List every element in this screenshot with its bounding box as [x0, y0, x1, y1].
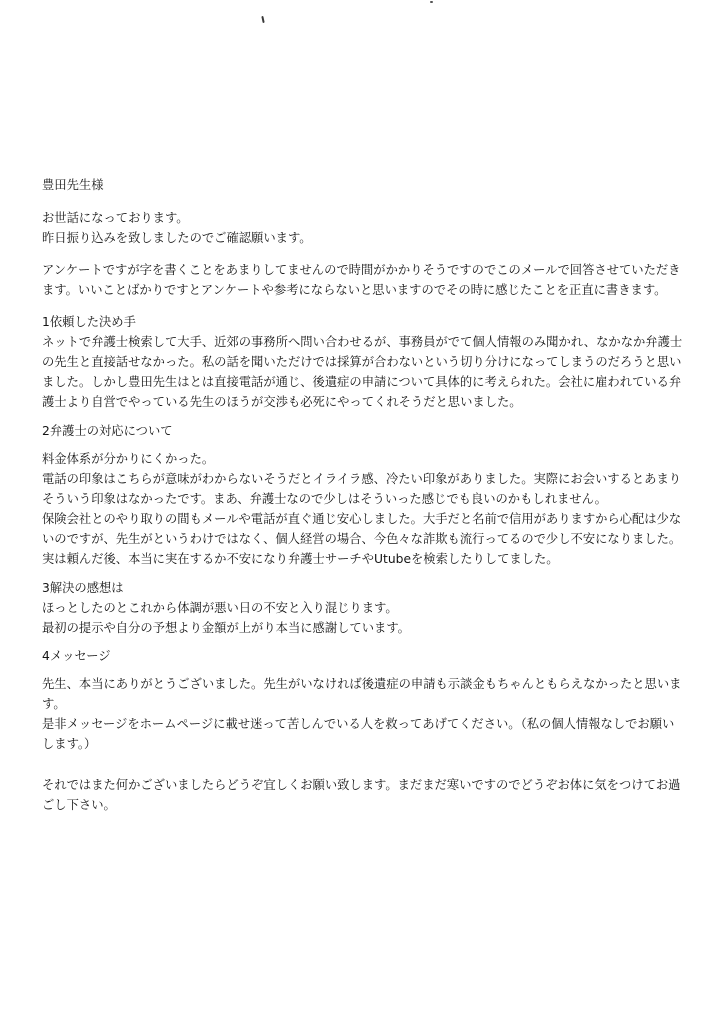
section-heading: 1依頼した決め手 [42, 315, 136, 329]
greeting-paragraph [42, 208, 702, 248]
letter-line: お世話になっております。 [42, 211, 189, 225]
letter-line: します。） [42, 737, 97, 751]
section-2 [42, 421, 702, 569]
letter-line: それではまた何かございましたらどうぞ宜しくお願い致します。まだまだ寒いですのでどうぞお体に気をつけてお過 [42, 778, 681, 792]
letter-line: 護士より自営でやっている先生のほうが交渉も必死にやってくれそうだと思いました。 [42, 395, 522, 409]
section-4-body [42, 674, 702, 754]
letter-line: ネットで弁護士検索して大手、近郊の事務所へ問い合わせるが、事務員がでて個人情報のみ聞かれ、なかなか弁護士 [42, 335, 683, 349]
letter-line: アンケートですが字を書くことをあまりしてませんので時間がかかりそうですのでこのメールで回答させていただき [42, 263, 681, 277]
letter-line: そういう印象はなかったです。まあ、弁護士なので少しはそういった感じでも良いのかもしれません。 [42, 492, 607, 506]
letter-line: ほっとしたのとこれから体調が悪い日の不安と入り混じります。 [42, 601, 398, 615]
letter-line: す。 [42, 697, 66, 711]
scan-mark [261, 16, 264, 23]
closing-paragraph [42, 775, 702, 815]
section-heading: 3解決の感想は [42, 581, 124, 595]
letter-line: 最初の提示や自分の予想より金額が上がり本当に感謝しています。 [42, 621, 410, 635]
section-3 [42, 578, 702, 638]
section-heading: 2弁護士の対応について [42, 424, 173, 438]
letter-line: 料金体系が分かりにくかった。 [42, 452, 215, 466]
section-4 [42, 646, 702, 754]
letter-line: 実は頼んだ後、本当に実在するか不安になり弁護士サーチやUtubeを検索したりしてました。 [42, 552, 559, 566]
letter-line: ごし下さい。 [42, 798, 116, 812]
letter-line: 是非メッセージをホームページに載せ迷って苦しんでいる人を救ってあげてください。（私の個人情報なしでお願い [42, 717, 675, 731]
letter-line: ます。いいことばかりですとアンケートや参考にならないと思いますのでその時に感じたことを正直に書きます。 [42, 283, 667, 297]
letter-body [42, 175, 702, 815]
letter-line: 先生、本当にありがとうございました。先生がいなければ後遺症の申請も示談金もちゃんともらえなかったと思いま [42, 677, 682, 691]
salutation: 豊田先生様 [42, 178, 104, 192]
scan-mark [430, 1, 433, 3]
letter-line: の先生と直接話せなかった。私の話を聞いただけでは採算が合わないという切り分けになってしまうのだろうと思い [42, 355, 682, 369]
intro-paragraph [42, 260, 702, 300]
letter-line: いのですが、先生がというわけではなく、個人経営の場合、今色々な詐欺も流行ってるので少し不安になりました。 [42, 532, 682, 546]
letter-line: ました。しかし豊田先生はとは直接電話が通じ、後遺症の申請について具体的に考えられた。会社に雇われている弁 [42, 375, 682, 389]
letter-line: 保険会社とのやり取りの間もメールや電話が直ぐ通じ安心しました。大手だと名前で信用がありますから心配は少な [42, 512, 682, 526]
letter-line: 電話の印象はこちらが意味がわからないそうだとイライラ感、冷たい印象がありました。実際にお会いするとあまり [42, 472, 682, 486]
section-1 [42, 312, 702, 412]
section-heading: 4メッセージ [42, 649, 111, 663]
letter-line: 昨日振り込みを致しましたのでご確認願います。 [42, 231, 312, 245]
section-2-body [42, 449, 702, 569]
